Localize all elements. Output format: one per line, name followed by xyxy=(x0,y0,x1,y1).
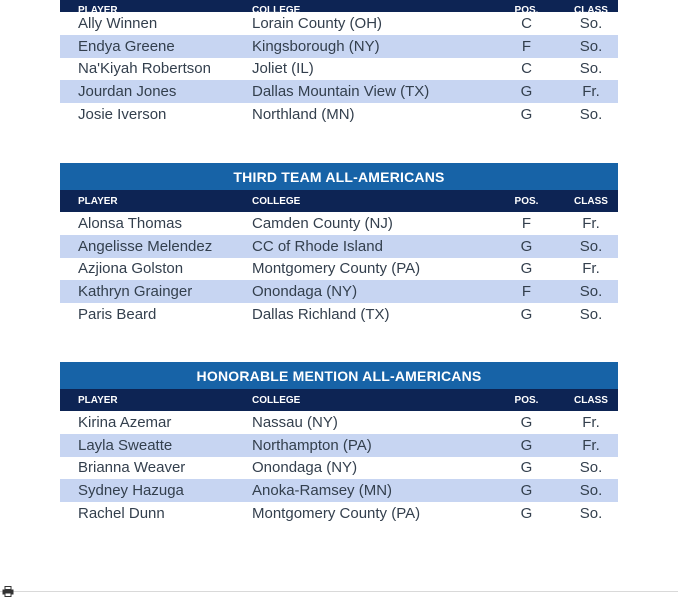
table-row xyxy=(60,280,618,303)
table-header xyxy=(60,0,618,12)
player-name: Paris Beard xyxy=(78,305,157,323)
col-college: COLLEGE xyxy=(252,394,301,406)
player-name: Na'Kiyah Robertson xyxy=(78,60,211,78)
player-name: Ally Winnen xyxy=(78,14,158,32)
player-name: Jourdan Jones xyxy=(78,83,177,101)
table-row xyxy=(60,58,618,81)
college: Onondaga (NY) xyxy=(252,283,358,301)
class-year: Fr. xyxy=(582,260,600,278)
table-row xyxy=(60,258,618,281)
table-header xyxy=(60,389,618,411)
class-year: Fr. xyxy=(582,436,600,454)
col-player: PLAYER xyxy=(78,394,118,406)
college: Montgomery County (PA) xyxy=(252,260,421,278)
table-row xyxy=(60,212,618,235)
player-name: Brianna Weaver xyxy=(78,459,186,477)
position: G xyxy=(520,504,533,522)
player-name: Kathryn Grainger xyxy=(78,283,193,301)
college: CC of Rhode Island xyxy=(252,237,383,255)
class-year: So. xyxy=(579,305,603,323)
table-row xyxy=(60,12,618,35)
table-row xyxy=(60,434,618,457)
table-row xyxy=(60,103,618,126)
class-year: So. xyxy=(579,105,603,123)
college: Montgomery County (PA) xyxy=(252,504,421,522)
position: G xyxy=(520,482,533,500)
col-player: PLAYER xyxy=(78,5,118,12)
class-year: So. xyxy=(579,459,603,477)
col-player: PLAYER xyxy=(78,195,118,207)
college: Lorain County (OH) xyxy=(252,14,383,32)
table-row xyxy=(60,457,618,480)
player-name: Josie Iverson xyxy=(78,105,167,123)
page-divider xyxy=(0,591,678,592)
player-name: Angelisse Melendez xyxy=(78,237,213,255)
class-year: So. xyxy=(579,60,603,78)
second-team-table xyxy=(60,0,618,126)
player-name: Sydney Hazuga xyxy=(78,482,184,500)
position: G xyxy=(520,413,533,431)
college: Joliet (IL) xyxy=(252,60,314,78)
class-year: So. xyxy=(579,237,603,255)
position: G xyxy=(520,105,533,123)
class-year: Fr. xyxy=(582,83,600,101)
table-row xyxy=(60,35,618,58)
college: Dallas Richland (TX) xyxy=(252,305,390,323)
player-name: Alonsa Thomas xyxy=(78,214,182,232)
honorable-mention-table xyxy=(60,362,618,525)
table-row xyxy=(60,411,618,434)
table-row xyxy=(60,502,618,525)
position: C xyxy=(521,60,532,78)
class-year: So. xyxy=(579,482,603,500)
class-year: So. xyxy=(579,504,603,522)
college: Northampton (PA) xyxy=(252,436,372,454)
class-year: So. xyxy=(579,37,603,55)
position: F xyxy=(521,214,532,232)
col-class: CLASS xyxy=(574,5,608,12)
class-year: Fr. xyxy=(582,413,600,431)
player-name: Layla Sweatte xyxy=(78,436,173,454)
col-pos: POS. xyxy=(514,394,539,406)
college: Kingsborough (NY) xyxy=(252,37,380,55)
table-row xyxy=(60,80,618,103)
player-name: Azjiona Golston xyxy=(78,260,184,278)
table-row xyxy=(60,303,618,326)
position: F xyxy=(521,283,532,301)
col-college: COLLEGE xyxy=(252,5,301,12)
position: C xyxy=(521,14,532,32)
third-team-table xyxy=(60,163,618,326)
position: G xyxy=(520,260,533,278)
player-name: Endya Greene xyxy=(78,37,175,55)
college: Anoka-Ramsey (MN) xyxy=(252,482,393,500)
table-row xyxy=(60,479,618,502)
table-title: HONORABLE MENTION ALL-AMERICANS xyxy=(60,362,618,389)
player-name: Rachel Dunn xyxy=(78,504,165,522)
college: Camden County (NJ) xyxy=(252,214,393,232)
table-header xyxy=(60,190,618,212)
col-pos: POS. xyxy=(514,5,539,12)
college: Northland (MN) xyxy=(252,105,355,123)
position: G xyxy=(520,83,533,101)
position: G xyxy=(520,237,533,255)
class-year: So. xyxy=(579,14,603,32)
col-pos: POS. xyxy=(514,195,539,207)
class-year: Fr. xyxy=(582,214,600,232)
position: G xyxy=(520,305,533,323)
college: Onondaga (NY) xyxy=(252,459,358,477)
col-class: CLASS xyxy=(574,195,608,207)
player-name: Kirina Azemar xyxy=(78,413,172,431)
position: F xyxy=(521,37,532,55)
class-year: So. xyxy=(579,283,603,301)
printer-icon[interactable] xyxy=(2,586,14,597)
col-class: CLASS xyxy=(574,394,608,406)
college: Dallas Mountain View (TX) xyxy=(252,83,430,101)
position: G xyxy=(520,459,533,477)
table-title: THIRD TEAM ALL-AMERICANS xyxy=(60,163,618,190)
position: G xyxy=(520,436,533,454)
college: Nassau (NY) xyxy=(252,413,338,431)
table-row xyxy=(60,235,618,258)
col-college: COLLEGE xyxy=(252,195,301,207)
